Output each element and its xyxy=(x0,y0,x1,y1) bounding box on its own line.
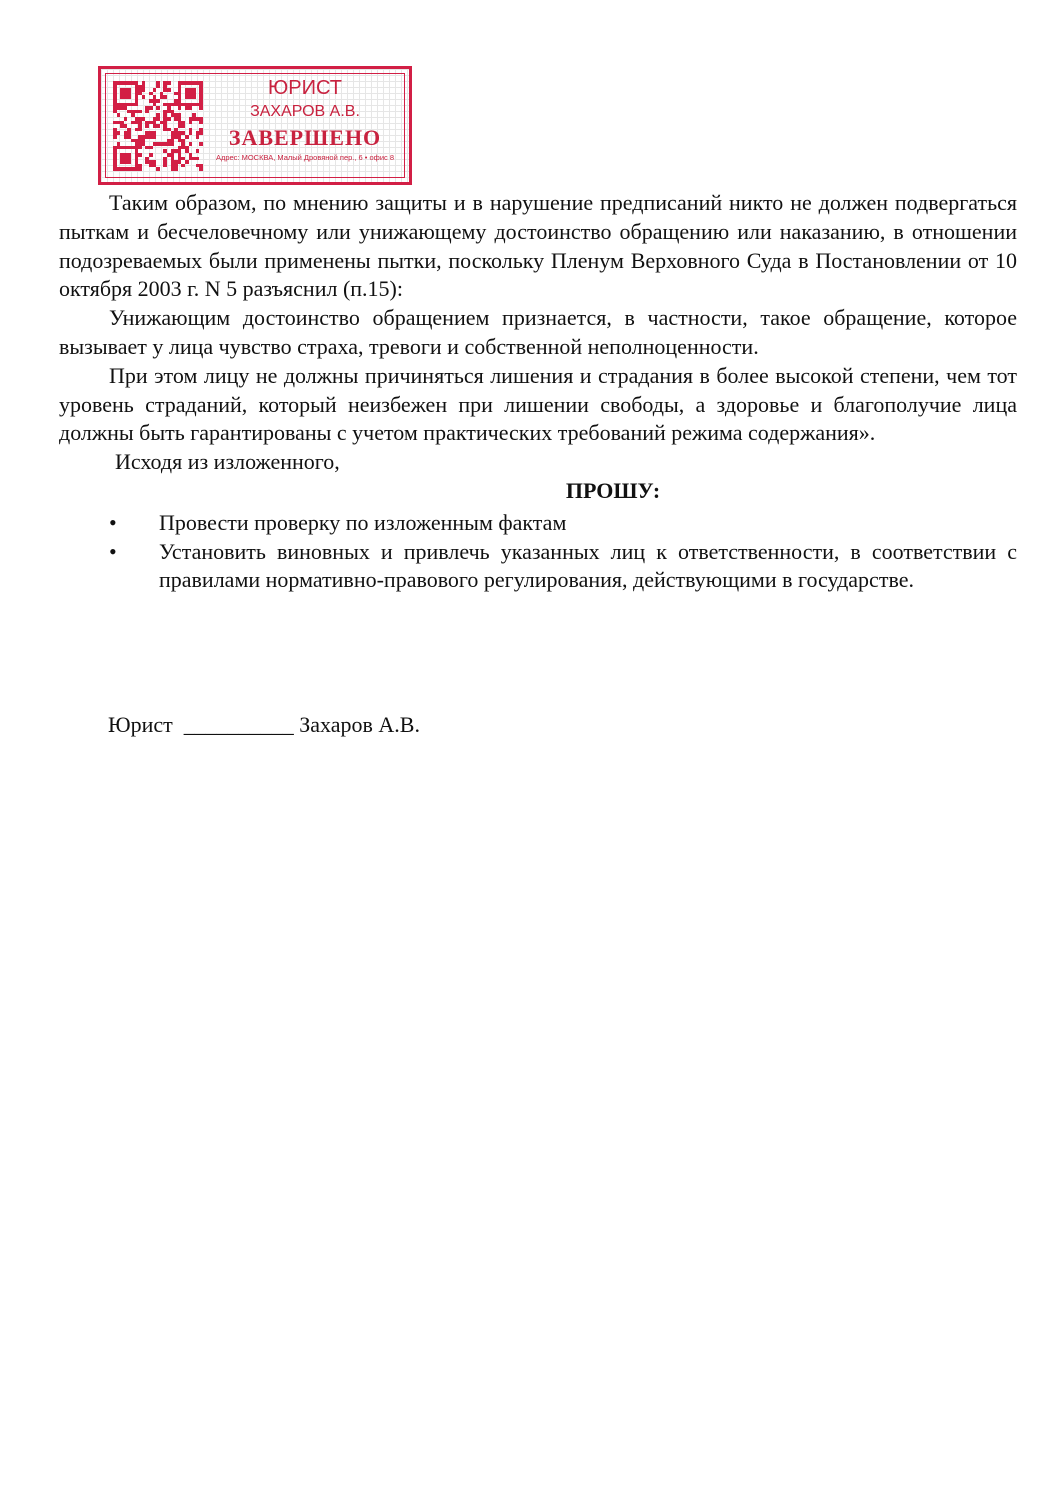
list-item-text: Установить виновных и привлечь указанных лиц к ответственности, в соответствии с правилами нормативно-правового регулирования, действующими в государстве. xyxy=(159,538,1017,593)
signature-line xyxy=(108,712,420,738)
document-body xyxy=(59,189,1017,595)
paragraph: Исходя из изложенного, xyxy=(115,449,340,475)
request-heading: ПРОШУ: xyxy=(565,477,661,503)
list-item xyxy=(59,538,1017,596)
signature-blank: __________ xyxy=(183,712,294,737)
signature-name: Захаров А.В. xyxy=(299,712,420,737)
stamp-status: ЗАВЕРШЕНО xyxy=(228,125,382,150)
stamp-address: Адрес: МОСКВА, Малый Дровяной пер., 6 • офис 8 xyxy=(215,153,395,162)
list-item xyxy=(59,509,1017,538)
lawyer-stamp xyxy=(98,66,412,185)
bullet-icon: • xyxy=(109,509,117,535)
stamp-title: ЮРИСТ xyxy=(268,77,342,99)
qr-module xyxy=(199,167,203,171)
signature-role: Юрист xyxy=(108,712,173,737)
qr-code xyxy=(113,81,203,171)
bullet-icon: • xyxy=(109,538,117,564)
stamp-text-block xyxy=(209,76,401,163)
paragraph: Таким образом, по мнению защиты и в нарушение предписаний никто не должен подвергаться пыткам и бесчеловечному или унижающему достоинство обращению или наказанию, в отношении подозреваемых были применены пытки, поскольку Пленум Верховного Суда в Постановлении от 10 октября 2003 г. N 5 разъяснил (п.15): xyxy=(59,190,1017,302)
list-item-text: Провести проверку по изложенным фактам xyxy=(159,509,567,535)
stamp-name: ЗАХАРОВ А.В. xyxy=(250,103,360,120)
paragraph: При этом лицу не должны причиняться лишения и страдания в более высокой степени, чем тот уровень страданий, который неизбежен при лишении свободы, а здоровье и благополучие лица должны быть гарантированы с учетом практических требований режима содержания». xyxy=(59,362,1017,446)
paragraph: Унижающим достоинство обращением признается, в частности, такое обращение, которое вызывает у лица чувство страха, тревоги и собственной неполноценности. xyxy=(59,305,1017,359)
